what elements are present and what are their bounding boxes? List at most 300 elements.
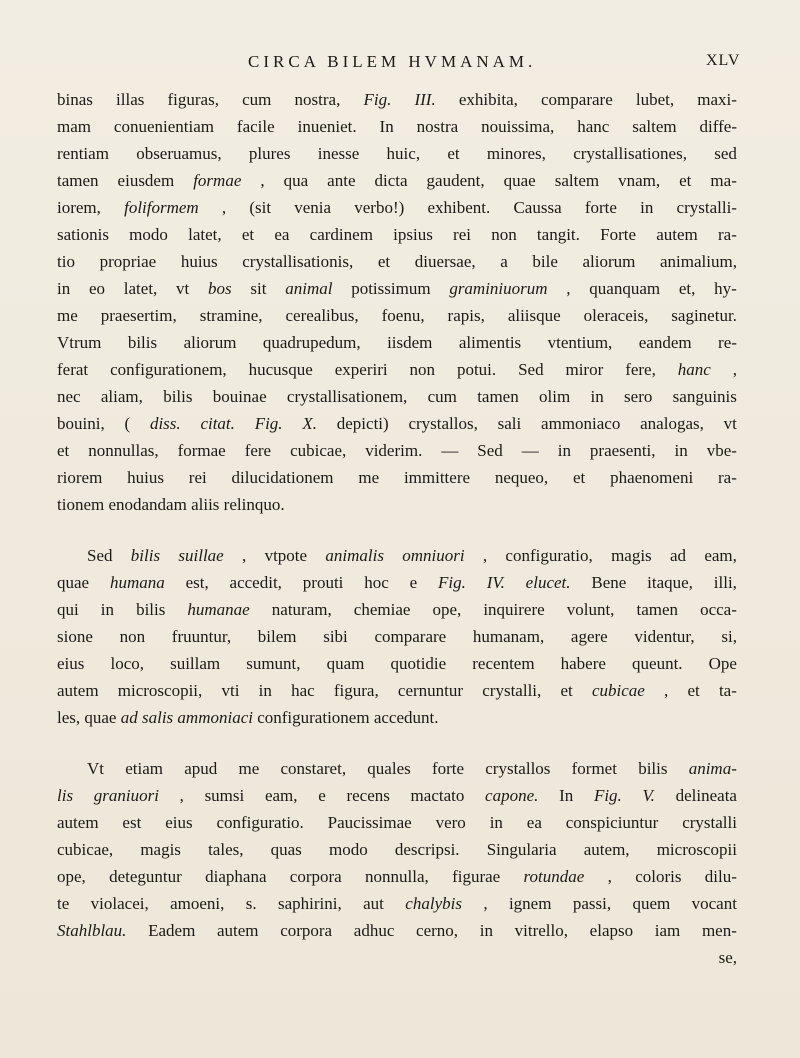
word: illas: [116, 90, 145, 109]
word: configuratio.: [216, 813, 304, 832]
word: analogas,: [640, 414, 704, 433]
word: huius: [127, 468, 164, 487]
catchword-line: [57, 944, 737, 971]
word: ad: [669, 546, 687, 565]
text-line: [57, 356, 737, 383]
word: maxi-: [697, 90, 737, 109]
word: in: [100, 600, 115, 619]
word: qua: [283, 171, 309, 190]
word: crystalli-: [676, 198, 737, 217]
word: enodandam: [108, 495, 187, 514]
italic-word: rotundae: [523, 867, 585, 886]
word: sumunt,: [246, 654, 301, 673]
text-line: [57, 464, 737, 491]
word: et: [57, 441, 70, 460]
word: depicti): [336, 414, 389, 433]
word: animalium,: [660, 252, 737, 271]
word: occa-: [700, 600, 737, 619]
word: saginetur.: [671, 306, 737, 325]
word: cerno,: [416, 921, 459, 940]
word: plures: [248, 144, 291, 163]
text-line: [57, 836, 737, 863]
word: nostra: [416, 117, 459, 136]
word: dicta: [374, 171, 408, 190]
word: delineata: [675, 786, 737, 805]
italic-word: Stahlblau.: [57, 921, 127, 940]
word: queunt.: [632, 654, 683, 673]
word: in: [674, 441, 688, 460]
word: saltem: [554, 171, 600, 190]
word: volunt,: [566, 600, 615, 619]
word: corpora: [280, 921, 333, 940]
word: hoc: [364, 573, 389, 592]
word: latet,: [188, 225, 222, 244]
word: itaque,: [647, 573, 693, 592]
word: me: [238, 759, 260, 778]
running-title: CIRCA BILEM HVMANAM.: [248, 52, 537, 71]
word: a: [500, 252, 508, 271]
word: figura,: [333, 681, 379, 700]
word: In: [379, 117, 394, 136]
word: facile: [236, 117, 275, 136]
word: loco,: [110, 654, 144, 673]
word: ignem: [508, 894, 552, 913]
word: aliis: [191, 495, 220, 514]
word: ,: [482, 546, 488, 565]
word: hanc: [577, 117, 610, 136]
word: vnam,: [618, 171, 661, 190]
word: tionem: [57, 495, 105, 514]
word: sibi: [323, 627, 348, 646]
text-line: [57, 677, 737, 704]
word: latet,: [123, 279, 158, 298]
text-line: [57, 248, 737, 275]
word: conspiciuntur: [565, 813, 659, 832]
text-line: [57, 194, 737, 221]
paragraph: [57, 86, 737, 518]
word: saphirini,: [278, 894, 342, 913]
word: olim: [539, 387, 571, 406]
word: configurationem,: [110, 360, 227, 379]
word: aliam,: [100, 387, 143, 406]
text-line: [57, 782, 737, 809]
word: etiam: [125, 759, 163, 778]
word: elapso: [589, 921, 634, 940]
word: cernuntur: [397, 681, 464, 700]
word: gaudent,: [426, 171, 485, 190]
word: miror: [565, 360, 604, 379]
word: bouini,: [57, 414, 105, 433]
word: Vt: [87, 759, 104, 778]
word: chemiae: [353, 600, 411, 619]
italic-word: diss.: [149, 414, 181, 433]
word: autem,: [583, 840, 630, 859]
word: Caussa: [513, 198, 562, 217]
word: ope,: [57, 867, 86, 886]
word: recentem: [472, 654, 535, 673]
word: rentiam: [57, 144, 109, 163]
word: crystallisationes,: [573, 144, 687, 163]
word: bouinae: [212, 387, 267, 406]
word: tio: [57, 252, 75, 271]
word: iam: [654, 921, 681, 940]
italic-word: omniuori: [402, 546, 465, 565]
word: non: [409, 360, 436, 379]
text-line: [57, 383, 737, 410]
word: microscopii,: [117, 681, 203, 700]
word: phaenomeni: [610, 468, 694, 487]
word: comparare: [541, 90, 613, 109]
word: vt: [723, 414, 737, 433]
word: ta-: [718, 681, 737, 700]
word: fruuntur,: [171, 627, 232, 646]
word: in: [590, 387, 604, 406]
word: nonnullas,: [88, 441, 159, 460]
italic-word: lis: [57, 786, 74, 805]
word: inquirere: [483, 600, 545, 619]
word: illi,: [713, 573, 737, 592]
word: et: [560, 681, 573, 700]
italic-word: III.: [414, 90, 436, 109]
word: non: [119, 627, 146, 646]
word: praesenti,: [589, 441, 656, 460]
text-line: [57, 917, 737, 944]
word: (sit: [249, 198, 272, 217]
word: In: [559, 786, 574, 805]
word: ea: [526, 813, 542, 832]
paragraph-gap: [57, 518, 737, 542]
word: accedunt.: [373, 708, 439, 727]
word: hac: [291, 681, 315, 700]
word: hucusque: [248, 360, 313, 379]
word: eam,: [264, 786, 298, 805]
word: crystallisationis,: [242, 252, 354, 271]
word: ,: [242, 546, 247, 565]
word: crystallos: [485, 759, 551, 778]
text-line: [57, 704, 737, 731]
word: dilucidationem: [231, 468, 334, 487]
word: ma-: [710, 171, 737, 190]
word: diffe-: [699, 117, 737, 136]
paragraph: [57, 542, 737, 731]
word: mactato: [410, 786, 465, 805]
word: conuenientiam: [113, 117, 214, 136]
word: crystalli: [682, 813, 737, 832]
italic-word: citat.: [200, 414, 235, 433]
text-line: [57, 863, 737, 890]
word: videntur,: [634, 627, 695, 646]
word: adhuc: [353, 921, 395, 940]
word: quam: [326, 654, 365, 673]
italic-word: formae: [193, 171, 242, 190]
text-line: [57, 569, 737, 596]
word: dilu-: [704, 867, 737, 886]
word: iisdem: [387, 333, 433, 352]
word: alimentis: [458, 333, 522, 352]
italic-word: humana: [109, 573, 165, 592]
word: magis: [140, 840, 181, 859]
word: foenu,: [381, 306, 425, 325]
word: sumsi: [204, 786, 245, 805]
word: Forte: [600, 225, 636, 244]
italic-word: elucet.: [525, 573, 571, 592]
word: et: [573, 468, 586, 487]
word: formet: [571, 759, 617, 778]
word: vocant: [691, 894, 737, 913]
word: autem: [57, 813, 99, 832]
word: non: [491, 225, 517, 244]
text-line: [57, 809, 737, 836]
word: me: [57, 306, 78, 325]
word: suillam: [170, 654, 221, 673]
word: Bene: [591, 573, 627, 592]
word: ra-: [717, 225, 737, 244]
word: eam,: [704, 546, 737, 565]
word: rei: [453, 225, 471, 244]
word: quotidie: [390, 654, 447, 673]
word: forte: [584, 198, 617, 217]
word: quales: [367, 759, 411, 778]
word: humanam,: [472, 627, 545, 646]
word: relinquo.: [223, 495, 285, 514]
paragraph: [57, 755, 737, 944]
italic-word: Fig.: [254, 414, 283, 433]
word: te: [57, 894, 70, 913]
italic-word: graminiuorum: [449, 279, 548, 298]
word: ammoniaco: [541, 414, 621, 433]
word: ,: [260, 171, 265, 190]
word: agere: [570, 627, 608, 646]
word: mam: [57, 117, 91, 136]
italic-word: Fig.: [593, 786, 622, 805]
word: vtpote: [264, 546, 308, 565]
text-line: [57, 221, 737, 248]
italic-word: graniuori: [93, 786, 159, 805]
italic-word: V.: [642, 786, 655, 805]
word: et: [687, 681, 700, 700]
word: potissimum: [351, 279, 431, 298]
word: qui: [57, 600, 79, 619]
word: Sed: [87, 546, 113, 565]
word: Sed: [477, 441, 503, 460]
word: accedit,: [229, 573, 282, 592]
word: potui.: [456, 360, 497, 379]
word: obseruamus,: [136, 144, 222, 163]
word: habere: [560, 654, 606, 673]
word: Paucissimae: [327, 813, 412, 832]
word: cerealibus,: [285, 306, 359, 325]
word: eo: [88, 279, 106, 298]
word: in: [57, 279, 71, 298]
catchword: se,: [718, 948, 737, 967]
word: quas: [270, 840, 302, 859]
word: verbo!): [354, 198, 405, 217]
word: amoeni,: [170, 894, 225, 913]
word: ipsius: [393, 225, 433, 244]
word: ,: [664, 681, 669, 700]
word: iorem,: [57, 198, 101, 217]
body-text: [57, 86, 737, 971]
text-line: [57, 86, 737, 113]
word: —: [441, 441, 459, 460]
word: ra-: [718, 468, 737, 487]
text-line: [57, 437, 737, 464]
word: Sed: [518, 360, 544, 379]
text-line: [57, 755, 737, 782]
word: eius: [57, 654, 85, 673]
word: passi,: [572, 894, 612, 913]
word: rei: [188, 468, 207, 487]
word: exhibent.: [427, 198, 491, 217]
word: ferat: [57, 360, 89, 379]
word: tamen: [477, 387, 519, 406]
word: ope,: [432, 600, 462, 619]
word: violacei,: [90, 894, 149, 913]
text-line: [57, 140, 737, 167]
word: bilis: [127, 333, 158, 352]
word: configurationem: [257, 708, 370, 727]
text-line: [57, 167, 737, 194]
word: tales,: [208, 840, 244, 859]
word: ante: [327, 171, 356, 190]
word: cardinem: [309, 225, 373, 244]
word: vero: [435, 813, 466, 832]
word: binas: [57, 90, 93, 109]
running-head: [0, 52, 800, 82]
word: les,: [57, 708, 81, 727]
italic-word: Fig.: [363, 90, 392, 109]
word: nec: [57, 387, 81, 406]
italic-word: ammoniaci: [177, 708, 253, 727]
text-line: [57, 491, 737, 518]
italic-word: animal: [285, 279, 333, 298]
word: cum: [427, 387, 457, 406]
word: huic,: [386, 144, 421, 163]
word: inesse: [317, 144, 360, 163]
italic-word: salis: [141, 708, 174, 727]
word: aliorum: [183, 333, 237, 352]
word: figuras,: [167, 90, 219, 109]
word: hy-: [714, 279, 737, 298]
word: figurae: [452, 867, 501, 886]
italic-word: chalybis: [405, 894, 462, 913]
paragraph-gap: [57, 731, 737, 755]
word: in: [557, 441, 571, 460]
word: naturam,: [271, 600, 332, 619]
word: huius: [180, 252, 218, 271]
text-line: [57, 329, 737, 356]
word: modo: [328, 840, 368, 859]
italic-word: bos: [208, 279, 232, 298]
word: minores,: [486, 144, 546, 163]
word: magis: [611, 546, 652, 565]
word: sero: [624, 387, 653, 406]
page-number: XLV: [706, 52, 741, 69]
word: in: [479, 921, 493, 940]
word: bilis: [163, 387, 193, 406]
word: quem: [632, 894, 671, 913]
word: configuratio,: [505, 546, 593, 565]
word: bile: [532, 252, 558, 271]
word: bilem: [257, 627, 297, 646]
word: et,: [678, 279, 696, 298]
word: exhibita,: [458, 90, 518, 109]
word: in: [258, 681, 272, 700]
word: ,: [566, 279, 571, 298]
italic-word: anima-: [688, 759, 737, 778]
word: deteguntur: [109, 867, 182, 886]
word: nequeo,: [494, 468, 549, 487]
word: tamen: [636, 600, 679, 619]
word: aliisque: [507, 306, 561, 325]
word: ea: [274, 225, 290, 244]
word: et: [447, 144, 460, 163]
word: crystalli,: [482, 681, 542, 700]
word: crystallos,: [408, 414, 478, 433]
word: eandem: [638, 333, 692, 352]
word: cum: [242, 90, 272, 109]
italic-word: humanae: [187, 600, 250, 619]
word: aliorum: [582, 252, 636, 271]
word: bilis: [136, 600, 166, 619]
word: sanguinis: [672, 387, 737, 406]
word: oleraceis,: [583, 306, 649, 325]
word: vtentium,: [547, 333, 613, 352]
word: fere,: [625, 360, 656, 379]
word: nostra,: [294, 90, 341, 109]
word: diaphana: [205, 867, 267, 886]
italic-word: foliformem: [124, 198, 199, 217]
word: autem: [656, 225, 698, 244]
italic-word: cubicae: [591, 681, 645, 700]
word: viderim.: [365, 441, 423, 460]
word: e: [409, 573, 418, 592]
word: tamen: [57, 171, 99, 190]
word: re-: [718, 333, 737, 352]
word: et: [377, 252, 391, 271]
word: Eadem: [148, 921, 196, 940]
word: sed: [714, 144, 737, 163]
word: apud: [184, 759, 218, 778]
word: propriae: [99, 252, 157, 271]
word: formae: [177, 441, 226, 460]
word: est,: [185, 573, 209, 592]
word: comparare: [374, 627, 447, 646]
text-line: [57, 890, 737, 917]
word: men-: [701, 921, 737, 940]
word: in: [640, 198, 654, 217]
word: riorem: [57, 468, 103, 487]
word: modo: [129, 225, 168, 244]
word: ,: [179, 786, 184, 805]
word: sione: [57, 627, 93, 646]
word: quadrupedum,: [262, 333, 361, 352]
italic-word: X.: [302, 414, 317, 433]
word: quae: [57, 573, 90, 592]
text-line: [57, 275, 737, 302]
word: sali: [497, 414, 522, 433]
word: coloris: [635, 867, 682, 886]
word: recens: [346, 786, 390, 805]
word: nouissima,: [481, 117, 555, 136]
word: microscopii: [656, 840, 737, 859]
word: prouti: [302, 573, 344, 592]
word: s.: [245, 894, 257, 913]
word: in: [489, 813, 503, 832]
word: nonnulla,: [365, 867, 429, 886]
text-line: [57, 113, 737, 140]
word: stramine,: [199, 306, 263, 325]
